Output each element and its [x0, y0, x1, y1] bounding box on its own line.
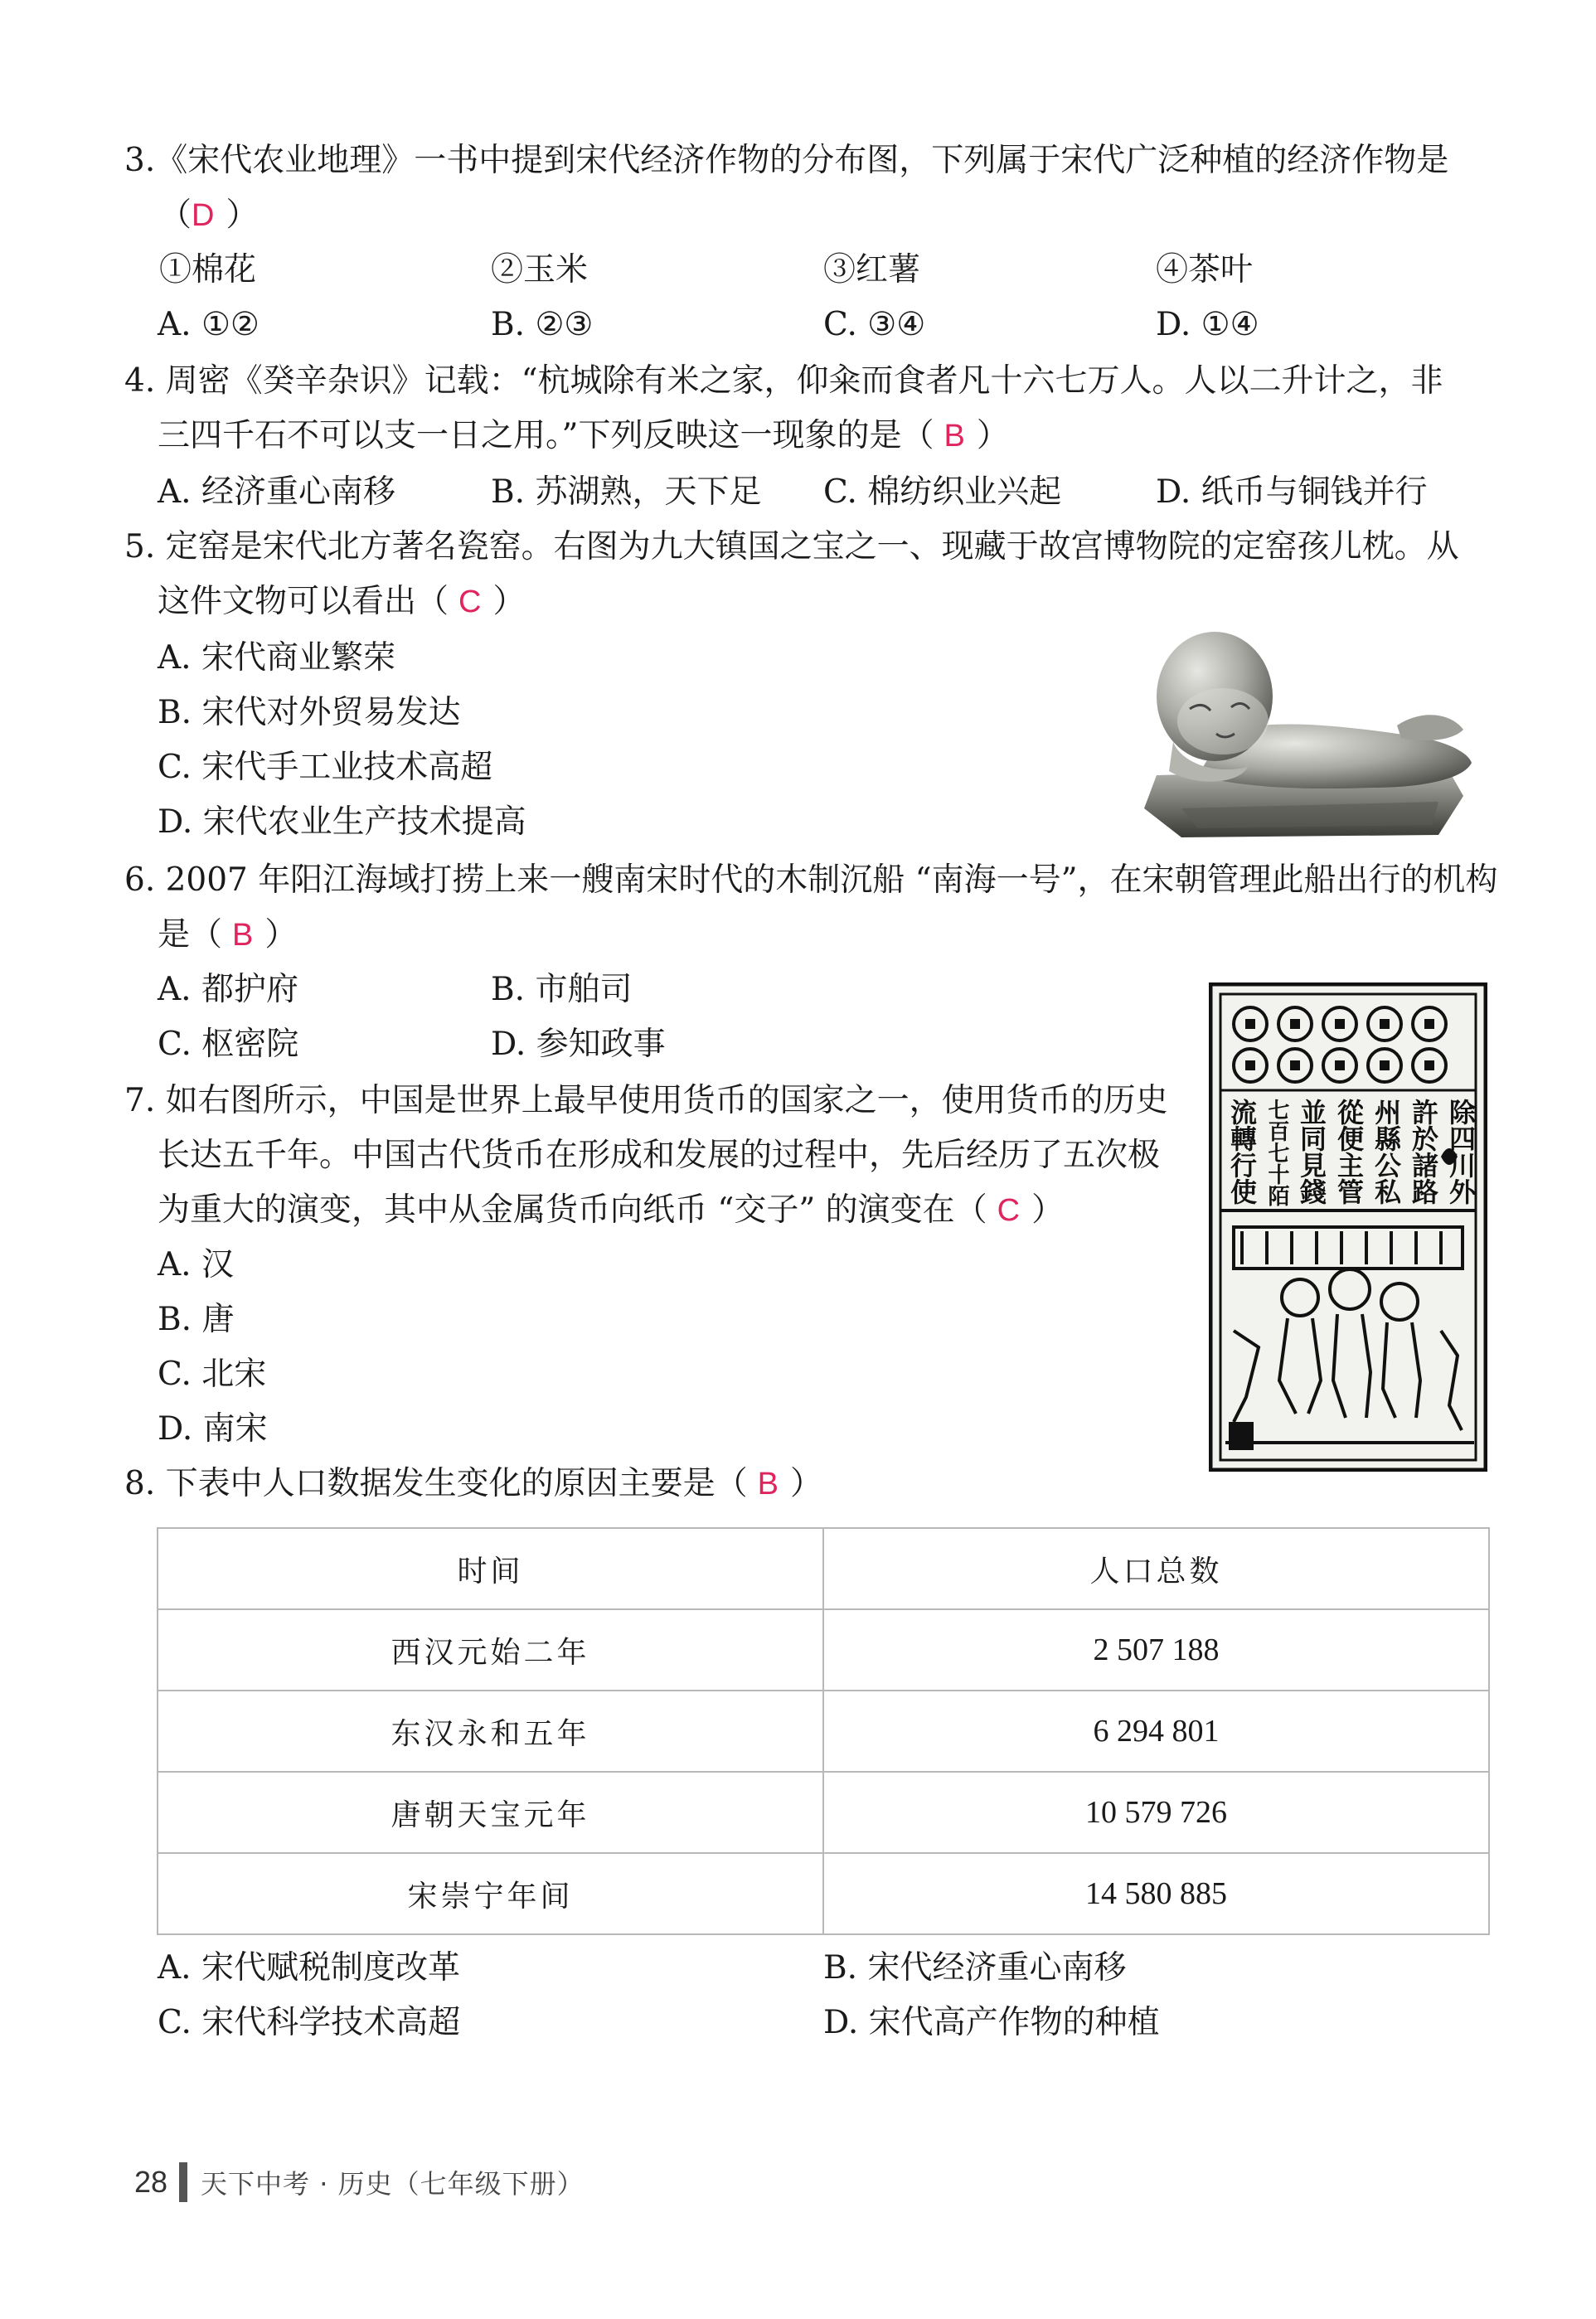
ding-kiln-child-pillow-image — [1123, 618, 1480, 842]
q6-answer: B — [232, 918, 254, 953]
table-row — [158, 1691, 1489, 1772]
q6-option-a: A. 都护府 — [158, 971, 298, 1008]
jiaozi-text-col-5: 並同見錢 — [1296, 1099, 1327, 1205]
q6-paren-close: ） — [264, 916, 298, 953]
q3-option-d: D. ①④ — [1156, 306, 1259, 343]
q3-option-a: A. ①② — [158, 306, 260, 343]
jiaozi-text-col-7: 流轉行使 — [1226, 1099, 1258, 1205]
table-cell-period: 宋崇宁年间 — [158, 1853, 823, 1934]
q6-stem-text: 是（ — [158, 916, 223, 953]
jiaozi-inscription — [1227, 1099, 1476, 1206]
table-row — [158, 1853, 1489, 1934]
q7-option-c: C. 北宋 — [158, 1356, 267, 1393]
q8-answer: B — [757, 1467, 779, 1502]
table-header-row — [158, 1528, 1489, 1609]
q6-option-c: C. 枢密院 — [158, 1026, 299, 1063]
q7-option-d: D. 南宋 — [158, 1410, 268, 1448]
q3-item-4: ④茶叶 — [1156, 251, 1254, 289]
jiaozi-text-col-3: 州縣公私 — [1370, 1099, 1402, 1205]
q5-stem-line2 — [158, 580, 525, 623]
q4-stem-line2 — [158, 415, 1009, 458]
q5-stem-line1: 5. 定窑是宋代北方著名瓷窑。右图为九大镇国之宝之一、现藏于故宫博物院的定窑孩儿枕。从 — [124, 528, 1459, 565]
q4-answer: B — [944, 419, 965, 454]
table-header-population: 人口总数 — [823, 1528, 1489, 1609]
jiaozi-text-col-6: 七百七十陌 — [1264, 1099, 1289, 1206]
q4-option-b: B. 苏湖熟，天下足 — [491, 473, 762, 511]
jiaozi-text-col-1: 除四川外 — [1445, 1099, 1477, 1205]
q3-stem-line1 — [124, 139, 1448, 182]
q3-answer-line — [159, 194, 258, 237]
q4-stem-line1: 4. 周密《癸辛杂识》记载：“杭城除有米之家，仰籴而食者凡十六七万人。人以二升计之，非 — [124, 362, 1443, 400]
q3-item-1: ①棉花 — [159, 251, 257, 289]
population-table — [157, 1527, 1490, 1935]
q6-option-b: B. 市舶司 — [491, 971, 633, 1008]
footer-divider-bar — [179, 2162, 187, 2202]
q4-option-d: D. 纸币与铜钱并行 — [1156, 473, 1428, 511]
q3-answer: D — [192, 198, 215, 233]
q3-stem-text: 3.《宋代农业地理》一书中提到宋代经济作物的分布图，下列属于宋代广泛种植的经济作物是 — [124, 142, 1449, 179]
table-header-time: 时间 — [158, 1528, 823, 1609]
q5-answer: C — [458, 585, 482, 619]
table-row — [158, 1609, 1489, 1691]
q8-stem-text: 8. 下表中人口数据发生变化的原因主要是（ — [124, 1465, 748, 1502]
q5-option-d: D. 宋代农业生产技术提高 — [158, 803, 526, 841]
jiaozi-text-col-2: 許於諸路 — [1408, 1099, 1439, 1205]
q4-option-a: A. 经济重心南移 — [158, 473, 395, 511]
table-cell-period: 西汉元始二年 — [158, 1609, 823, 1691]
table-cell-population: 14 580 885 — [823, 1853, 1489, 1934]
page-number: 28 — [134, 2165, 168, 2199]
q5-option-b: B. 宋代对外贸易发达 — [158, 694, 461, 731]
q8-option-c: C. 宋代科学技术高超 — [158, 2004, 461, 2041]
q8-paren-close: ） — [789, 1465, 822, 1502]
q3-option-c: C. ③④ — [823, 306, 926, 343]
q8-option-d: D. 宋代高产作物的种植 — [823, 2004, 1160, 2041]
q3-item-2: ②玉米 — [491, 251, 589, 289]
q4-option-c: C. 棉纺织业兴起 — [823, 473, 1062, 511]
table-cell-period: 东汉永和五年 — [158, 1691, 823, 1772]
q7-paren-close: ） — [1031, 1191, 1065, 1229]
table-cell-population: 10 579 726 — [823, 1772, 1489, 1853]
q6-stem-line1: 6. 2007 年阳江海域打捞上来一艘南宋时代的木制沉船 “南海一号”，在宋朝管理此船出行的机构 — [124, 861, 1498, 899]
q7-option-b: B. 唐 — [158, 1301, 235, 1338]
q7-stem-line2: 长达五千年。中国古代货币在形成和发展的过程中，先后经历了五次极 — [158, 1137, 1161, 1174]
q4-paren-close: ） — [976, 417, 1009, 454]
q7-stem-line1: 7. 如右图所示，中国是世界上最早使用货币的国家之一，使用货币的历史 — [124, 1082, 1168, 1119]
book-title: 天下中考 · 历史（七年级下册） — [201, 2168, 585, 2200]
table-cell-period: 唐朝天宝元年 — [158, 1772, 823, 1853]
q5-paren-close: ） — [492, 583, 526, 620]
table-cell-population: 2 507 188 — [823, 1609, 1489, 1691]
q5-option-a: A. 宋代商业繁荣 — [158, 639, 395, 677]
q7-stem-text: 为重大的演变，其中从金属货币向纸币 “交子” 的演变在（ — [158, 1191, 987, 1229]
q8-option-a: A. 宋代赋税制度改革 — [158, 1949, 460, 1987]
q7-answer: C — [997, 1193, 1021, 1228]
q7-option-a: A. 汉 — [158, 1246, 234, 1283]
page-footer — [134, 2161, 585, 2204]
q4-stem-text: 三四千石不可以支一日之用。”下列反映这一现象的是（ — [158, 417, 934, 454]
q8-stem-line1 — [124, 1463, 822, 1506]
q5-stem-text: 这件文物可以看出（ — [158, 583, 449, 620]
q7-stem-line3 — [158, 1189, 1064, 1232]
q3-item-3: ③红薯 — [823, 251, 921, 289]
jiaozi-text-col-4: 從便主管 — [1333, 1099, 1365, 1205]
table-row — [158, 1772, 1489, 1853]
q3-option-b: B. ②③ — [491, 306, 594, 343]
q3-paren-open: （ — [159, 196, 192, 234]
q8-option-b: B. 宋代经济重心南移 — [823, 1949, 1127, 1987]
q6-option-d: D. 参知政事 — [491, 1026, 666, 1063]
table-cell-population: 6 294 801 — [823, 1691, 1489, 1772]
q3-paren-close: ） — [226, 196, 259, 234]
q6-stem-line2 — [158, 914, 297, 957]
q5-option-c: C. 宋代手工业技术高超 — [158, 749, 493, 786]
jiaozi-banknote-image — [1209, 982, 1487, 1472]
